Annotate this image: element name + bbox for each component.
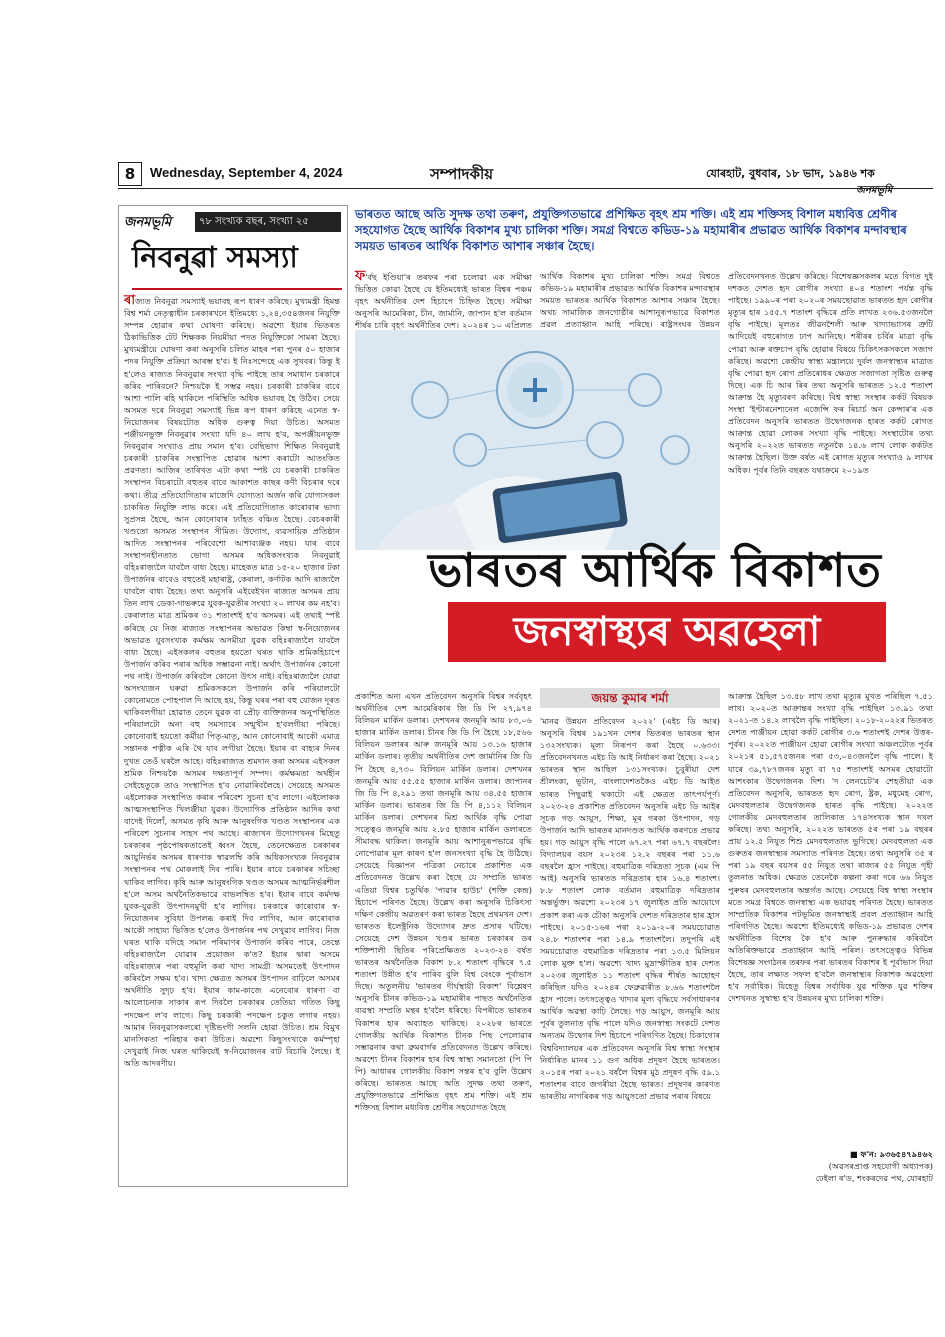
author-address: ঢেইলা ৰ'ড, শংকৰদেৱ পথ, যোৰহাট — [815, 1173, 933, 1183]
article-col3-bottom: আক্ৰান্ত হৈছিল ১৩.৫৮ লাখ তথা মৃত্যুৰ মুখত পৰিছিল ৭.৫১ লাখ। ২০২০ত আক্ৰান্তৰ সংখ্যা বৃদ্ধি পাইছিল ১৩.৯১ তথা ২০২১-ত ১৪.২ লাখলৈ বৃদ্ধি পাইছিল। ২০১৮-২০২২ৰ ভিতৰত দেশত পাঞ্জীয়ন হোৱা কৰ্কট ৰোগীৰ ৩.৬ শতাংশই দেশৰ উত্তৰ-পূৰ্বৰ। ২০২২ত পাঞ্জীয়ন হোৱা ৰোগীৰ সংখ্যা অঞ্চলটোত পূৰ্বৰ ২০২১ৰ ৫১,৫৭৫জনৰ পৰা ৫৩,০৪৩জনলৈ বৃদ্ধি পালে। ই যাৰে ৩৯,৭৮৭জনৰ মৃত্যু বা ৭৫ শতাংশই অসমৰ হোৱাটো আশংকাৰ উদ্বেগজনক দিশ। 'দ লেনচেট'ৰ শেহতীয়া এক প্ৰতিবেদন অনুসৰি, ভাৰতত হৃদ ৰোগ, ষ্ট্ৰক, মধুমেহ ৰোগ, মেদবহুলতাৰ উদ্বেগজনক হাৰত বৃদ্ধি পাইছে। ২০২২ত গোলকীয় মেদবহুলতাৰ তালিকাত ১৭৪সংখ্যক স্থান দখল কৰিছে। তথ্য অনুসৰি, ২০২২ত ভাৰতত ৫ৰ পৰা ১৯ বছৰৰ প্ৰায় ১২.৫ নিযুত শিশু মেদবহুলতাত ভুগিছে। মেদবহুলতা এক গুৰুতৰ জনস্বাস্থ্যৰ সমস্যাত পৰিণত হৈছে। তথ্য অনুসৰি ৩৫ ৰ পৰা ১৯ বছৰ বয়সৰ ৫৫ নিযুত তথা ৰাজ্যৰ ৫৫ নিযুত গৃহী তুলনাত অধিক। ক্ষেত্ৰত তেনেকৈ কল্পনা কৰা দৰে ৬৬ নিযুত পুৰুষৰ মেদবহুলতাৰ অন্তৰ্গত আছে। সেয়েহে বিশ্ব স্বাস্থ্য সংস্থাৰ মতে সমগ্ৰ বিশ্বতে জনস্বাস্থ্য এক ভয়াৱহ পৰিণত হৈছে। ভাৰতত সাম্প্ৰতিক বিকাশৰ পটভূমিত জনস্বাস্থ্যই প্ৰবল প্ৰত্যাহ্বান আহি পৰিগণিত হৈছে। অৱশ্যে ইতিমধ্যেই কভিড-১৯ প্ৰভাৱত দেশৰ অৰ্থনীতিক বিশেষ কৈ হ'ব আৰু পুনৰুদ্ধাৰ কৰিবলৈ অতিৰিক্তভাৱে প্ৰত্যাহ্বান আহি পৰিল। তৎসত্ত্বেও বিভিন্ন বিশেষজ্ঞ সংগঠনৰ তৰফৰ পৰা ভাৰতৰ বিকাশৰ ই পূৰ্বাভাস দিয়া হৈছে, তাৰ লক্ষ্যত সফল হ'বলৈ জনস্বাস্থ্যৰ বিকাশক অৱহেলা হ'ব সৰ্বাধিক। যিহেতু বিশ্বৰ সৰ্বাধিক যুৱ শক্তিক যুৱ শক্তিৰ দেশখনত সুস্বাস্থ্য হ'ব উন্নয়নৰ মুখ্য চালিকা শক্তি। — [728, 691, 933, 1004]
article-col1-top-text: 'ৰ্বছ ইণ্ডিয়া'ৰ তৰফৰ পৰা চলোৱা এক সমীক্ষা ভিত্তিত কোৱা হৈছে যে ইতিমধ্যেই ভাৰত বিশ্বৰ পঞ্চম বৃহৎ অৰ্থনীতিৰ দেশ হিচাপে চিহ্নিত হৈছে। সমীক্ষা অনুসৰি আমেৰিকা, চীন, জাৰ্মানি, জাপান হ'ল বৰ্তমান শীৰ্ষৰ চাৰি বৃহৎ অৰ্থনীতিৰ দেশ। ২০২৪ৰ ১০ এপ্ৰিলত — [355, 272, 532, 331]
article-col3 — [728, 270, 933, 476]
article-col3-top-text: প্ৰতিবেদনখনত উল্লেখ কৰিছে। বিশেষজ্ঞসকলৰ মতে বিগত দুই দশকত দেশত হৃদ ৰোগীৰ সংখ্যা ৪০৪ শতাংশ পৰ্যন্ত বৃদ্ধি পাইছে। ১৯৯০ৰ পৰা ২০২০ৰ সময়ছোৱাত ভাৰতত হৃদ ৰোগীৰ মৃত্যুৰ হাৰ ১৫৫.৭ শতাংশ বৃদ্ধিৰে প্ৰতি লাখত ২৩৬.৫৩জনলৈ বৃদ্ধি পাইছে। মূলতঃ জীৱনশৈলী আৰু খাদ্যাভ্যাসৰ ত্ৰুটি আদিয়েই বহুৰোগত ঢাপ আনিছে। শৰীৰৰ চৰ্বিৰ মাত্ৰা বৃদ্ধি পোৱা আৰু ৰক্তচাপ বৃদ্ধি হোৱাৰ বিষয়ে চিকিৎসকসকলে সজাগ কৰিছে। অৱশ্যে কেন্দ্ৰীয় স্বাস্থ্য মন্ত্ৰালয়ে দুৰ্বল জনস্বাস্থ্যৰ মাত্ৰাত বৃদ্ধি পোৱা হৃদ ৰোগ প্ৰতিৰোধৰ ক্ষেত্ৰত সজাগতা সৃষ্টিত গুৰুত্ব দিছে। এক চি আৰ ৰিৰ তথ্য অনুসৰি ভাৰতত ১২.৫ শতাংশ আক্ৰান্ত হৈ মৃত্যুবৰণ কৰিছে। বিশ্ব স্বাস্থ্য সংস্থাৰ কৰ্কট বিষয়ক সংস্থা 'ইণ্টাৰনেশ্যনেল এজেন্সি ফৰ ৰিচাৰ্চ অন কেন্সাৰ'ৰ এক প্ৰতিবেদন অনুসৰি ভাৰতত উদ্বেগজনক হাৰত কৰ্কট ৰোগত আক্ৰান্ত হোৱা লোকৰ সংখ্যা বৃদ্ধি পাইছে। সংস্থাটোৰ তথ্য অনুসৰি ২০২২ত ভাৰতত নতুনকৈ ১৪.৬ লাখ লোক কৰ্কটত আক্ৰান্ত হৈছিল। উক্ত বৰ্ষত এই ৰোগত মৃত্যুৰ সংখ্যাও ৯ লাখৰ অধিক। পূৰ্বৰ তিনি বছৰত যথাক্ৰমে ২০১৯ত — [728, 271, 933, 475]
headline-line1: ভাৰতৰ আৰ্থিক বিকাশত — [428, 543, 882, 597]
section-title: সম্পাদকীয় — [430, 165, 494, 183]
article-col2-top: আৰ্থিক বিকাশৰ মুখ্য চালিকা শক্তি। সমগ্ৰ বিশ্বতে কভিড-১৯ মহামাৰীৰ প্ৰভাৱত আৰ্থিক বিকাশৰ মন্দাবস্থাৰ সময়ত ভাৰতৰ আৰ্থিক বিকাশত আশাৰ সঞ্চাৰ হৈছে। অথচ সামাজিক জনগোষ্ঠীৰ আশানুৰূপভাৱে বিকাশত প্ৰৱল প্ৰত্যাহ্বান আহি পৰিছে। ৰাষ্ট্ৰসংঘৰ উন্নয়ন — [540, 271, 720, 330]
masthead-volume: ৭৮ সংখ্যক বছৰ, সংখ্যা ২৫ — [195, 212, 341, 232]
article-lead: ভাৰতত আছে অতি সুদক্ষ তথা তৰুণ, প্ৰযুক্তিগতভাৱে প্ৰশিক্ষিত বৃহৎ শ্ৰম শক্তি। এই শ্ৰম শক্তিসহ বিশাল মধ্যবিত্ত শ্ৰেণীৰ সহযোগত হৈছে আৰ্থিক বিকাশৰ মুখ্য চালিকা শক্তি। সমগ্ৰ বিশ্বতে কভিড-১৯ মহামাৰীৰ প্ৰভাৱত আৰ্থিক বিকাশৰ মন্দাবস্থাৰ সময়ত ভাৰতৰ আৰ্থিক বিকাশত আশাৰ সঞ্চাৰ হৈছে। — [355, 207, 907, 253]
editorial-dropcap: ৰা — [124, 293, 136, 308]
byline: জয়ন্ত কুমাৰ শৰ্মা — [591, 691, 669, 705]
editorial-text: জ্যত নিবনুৱা সমস্যাই ভয়াবহ ৰূপ ধাৰণ কৰিছে। মুখ্যমন্ত্ৰী হিমন্ত বিশ্ব শৰ্মা নেতৃত্বাধীন চৰকাৰখনে ইতিমধ্যে ১,২৪,৩৫৪জনৰ নিযুক্তি সম্পন্ন হোৱাৰ কথা ঘোষণা কৰিছে। অৱশ্যে ইয়াৰ ভিতৰত ঠিকাভিত্তিক টেট শিক্ষকক নিয়মীয়া পদত নিযুক্তিকো সামৰা হৈছে। মুখ্যমন্ত্ৰীয়ে ঘোষণা কৰা অনুসৰি চলিত মাহৰ পৰা পুনৰ ৫০ হাজাৰ পদৰ নিযুক্তি প্ৰক্ৰিয়া আৰম্ভ হ'ব। ই নিঃসন্দেহে এক সুখবৰ। কিন্তু ই হ'লেও ৰাজ্যত নিবনুৱাৰ সংখ্যা বৃদ্ধি পাইছে তাৰ সমাধান চৰকাৰে কৰিব পাৰিবনে? নিশ্চয়কৈ ই সম্ভৱ নহয়। চৰকাৰী চাকৰিৰ বাবে আশা পালি ৰহি থাকিলে পৰিস্থিতি অধিক ভয়াবহ হৈ উঠিব। সেয়ে অসমত দৰে নিবনুৱা সমস্যাই ভিন্ন ৰূপ ধাৰণ কৰিছে এনেত স্ব-নিয়োজনৰ বিষয়টোত অধিক গুৰুত্ব দিয়া উচিত। অসমত পঞ্জীয়নভুক্ত নিবনুৱাৰ সংখ্যা যদি ৪০ লাখ হ'ব, অপঞ্জীয়নভুক্ত নিবনুৱাৰ সংখ্যাও প্ৰায় সমান হ'ব। বেছিভাগ শিক্ষিত নিবনুৱাই চৰকাৰী চাকৰিৰ সংস্থাপিত হোৱাৰ আশা কৰাটো আতংকিত প্ৰৱণতা। আজিৰ তাৰিখত এটা কথা স্পষ্ট যে চৰকাৰী চাকৰিত সংস্থাপন বিচৰাটো বহুতৰ বাবে আকাশত কাছৰ কণী বিচৰাৰ দৰে কথা। তীব্ৰ প্ৰতিযোগিতাৰ মাজেদি যোগ্যতা অৰ্জন কৰি যোগ্যসকল চাকৰিত নিযুক্তি লাভ কৰে। এই প্ৰতিযোগিতাত কাৰোবাৰ ভাগ্য সুপ্ৰসন্ন হৈছে, আন কোনোবাৰ ঢ্যাঁহত বঞ্চিত হৈছে। বেচৰকাৰী খণ্ডতো অসমত সংস্থাপন সীমিত। উদ্যোগ, ব্যৱসায়িক প্ৰতিষ্ঠান আদিত সংস্থাপনৰ পৰিবেশো আশাব্যঞ্জক নহয়। যাৰ বাবে সংস্থাপনহীনতাত ভোগা অসমৰ অধিকসংখ্যক নিবনুৱাই বহিঃৰাজ্যলৈ যাবলৈ বাধ্য হৈছে। মাহেকত মাত্ৰ ১৫-২০ হাজাৰ টকা উপাৰ্জনৰ বাবেও বহুতেই মহাৰাষ্ট্ৰ, কেৰালা, কৰ্ণাটক আদি ৰাজ্যলৈ যাবলৈ বাধ্য হৈছে। তথ্য অনুসৰি এইবেইখন ৰাজ্যত অসমৰ প্ৰায় তিন লাখ ডেকা-গাভৰুৱে যুবক-যুৱতীৰ সংখ্যা ২০ লাখৰ কম নহ'ব। কেৰালাত মাত্ৰ শ্ৰমিকৰ ৩১ শতাংশই হ'ব অসমৰ। এই তথ্যই স্পষ্ট কৰিছে যে নিজ ৰাজ্যত সংস্থাপনৰ অভাৱত কিম্বা স্ব-নিয়োজনৰ অভাৱত যুবসংখ্যক কৰ্মক্ষম অসমীয়া যুৱক বহিঃৰাজ্যলৈ যাবলৈ বাধ্য হৈছে। এইসকলৰ বহুতৰ হয়তো ঘৰত থাকি শ্ৰমিকহিচাপে উপাৰ্জন কৰিব পৰাৰ অধিক সম্ভাৱনা নাই। অৰ্থাৎ উপাৰ্জনৰ কোনো পথ নাই। উপাৰ্জন কৰিবলৈ কোনো উৎস নাই। বহিঃৰাজ্যলৈ যোৱা অসংখ্যজন ঘৰুৱা শ্ৰমিকসকলে উপাৰ্জন কৰি পৰিয়ালটো কোনোমতে পোহপাল দি আছে হয়, কিন্তু ঘৰৰ পৰা বহু যোজন দূৰত থাকিবলগীয়া হোৱাত তেনে যুৱক বা প্ৰৌঢ় ব্যক্তিজনৰ অনুপস্থিতিত পৰিয়ালটো অনা বহু সমস্যাৰে সন্মুখীন হ'বলগীয়া পৰিছে। কোনোবাই হয়তো কৰ্মীয়া পিতৃ-মাতৃ, আন কোনোবাই আকৌ এমাত্ৰ সন্তানক পত্নীক এৰি থৈ যাব লগীয়া হৈছে। ইয়াৰ বা বাহ্যৰ দিনৰ দুখত তেওঁ ঘৰলৈ আহে। বহিঃৰাজ্যত শ্ৰমদান কৰা অসমৰ এইসকল শ্ৰমিক নিশ্চয়কৈ অসমৰ দক্ষতাপূৰ্ণ সম্পদ। কৰ্মক্ষমতা অৰ্থহীন সেইহেতুকে তাও সংস্থাপিত হ'ব নোৱাৰিবলৈহে। সেয়েহে অসমত এইলোকক সংস্থাপিত কৰাৰ পৰিবেশ সুচনা হ'ব লাগে। এইলোকক আত্মসংস্থাপিত খিলঞ্জীয়া যুৱক। উদ্যোগিক প্ৰতিষ্ঠান আদিৰ কথা বাদেই দিলোঁ, অসমত কৃষি আৰু আনুষংগিক খণ্ডত সংস্থাপনৰ এক পৰিবেশ সুচনাৰ সাহস পথ আছে। ৰাজ্যখন উদ্যোগখনৰ মিহেতু চৰকাৰৰ পৃষ্ঠপোষকতাতেই ধ্বংস হৈছে, তেনেক্ষেত্ৰত চৰকাৰৰ আয়ুনিৰ্ভৰ অসমৰ ধাৰণাক স্বাৱলম্বি কৰি অধিকসংখ্যক নিবনুৱাৰ সংস্থাপনৰ পথ মোকলাই দিব পাৰি। ইয়াৰ বাবে চৰকাৰৰ সচিচ্ছা থাকিব লাগিব। কৃষি আৰু আনুষংগিক খণ্ডত অসমৰ আত্মনিৰ্ভৰশীল হ'লে অসম অৰ্থনৈতিকভাৱে বাভলম্বিত হ'ব। ইয়াৰ বাবে কৰ্মদক্ষ যুবক-যুৱতী উৎপাদনমুখী হ'ব লাগিব। চৰকাৰে কাৰোবাৰ স্ব-নিয়োজনৰ সুবিধা উপলব্ধ কৰাই দিব লাগিব, আন কাৰোবাক আকৌ সাহায্য ভিত্তিত হ'লেও উপাৰ্জনৰ পথ দেখুৱাব লাগিব। নিজ ঘৰত থাকি যদিহে সমান পৰিমাণৰ উপাৰ্জন কৰিব পাৰে, তেন্তে বহিঃৰাজ্যলৈ যোৱাৰ প্ৰয়োজন ক'ত? ইয়াৰ দ্বাৰা অসমে বহিঃৰাজ্যৰ পৰা বহুমূলি কৰা খাদ্য সামগ্ৰী অসমতেই উৎপাদন কৰিবলৈ সক্ষম হ'ব। খাদ্য ক্ষেত্ৰত অসমৰ উৎপাদন বাঢ়িলে অসমৰ অৰ্থনীতি সুদৃঢ় হ'ব। ইয়াৰ কাম-কাজে এনেবোৰ ধাৰণা বা আলোচনাক সাকাৰ ৰূপ দিবলৈ চৰকাৰৰ তেতিয়া গতিত কিছু পদক্ষেপ ল'ব লাগে। কিছু চৰকাৰী পদক্ষেপ চকুত লগাৰ নহয়। আমাৰ নিবনুৱাসকলৰো দৃষ্টিভংগী সলনি হোৱা উচিত। শ্ৰম বিমুখ মানসিকতা পৰিহাৰ কৰা উচিত। অৱশ্যে কিছুসংখ্যকে কৰ্মস্পৃহা দেখুৱাই নিজ ঘৰত থাকিয়েই স্ব-নিয়োজনৰ বাট বিচাৰি লৈছে। ই অতি আদৰণীয়। — [124, 296, 340, 1068]
author-title: (অৱসৰপ্ৰাপ্ত সহযোগী অধ্যাপক) — [828, 1161, 933, 1171]
header-date: Wednesday, September 4, 2024 — [150, 165, 343, 180]
editorial-title: নিবনুৱা সমস্যা — [132, 235, 342, 290]
editorial-body — [124, 295, 340, 1069]
article-col1-bottom: প্ৰকাশিত অন্য এখন প্ৰতিবেদন অনুসৰি বিশ্বৰ সৰ্ববৃহৎ অৰ্থনীতিৰ দেশ আমেৰিকাৰ জি ডি পি ২৭,৯৭৪ বিলিয়ন মাৰ্কিন ডলাৰ। দেশখনৰ জনমূৰি আয় ৮৩,০৬ হাজাৰ মাৰ্কিন ডলাৰ। চীনৰ জি ডি পি হৈছে ১৮,৫৬৬ বিলিয়ন ডলাৰৰ আৰু জনমূৰি আয় ১৩.১৬ হাজাৰ মাৰ্কিন ডলাৰ। তৃতীয় অৰ্থনীতিৰ দেশ জাৰ্মানিৰ জি ডি পি হৈছে ৪,৭৩০ বিলিয়ন মাৰ্কিন ডলাৰ। দেশখনৰ জনমূৰি আয় ৫৫.৫৫ হাজাৰ মাৰ্কিন ডলাৰ। জাপানৰ জি ডি পি ৪,২৯১ তথা জনমূৰি আয় ৩৪.৫৫ হাজাৰ মাৰ্কিন ডলাৰ। ভাৰতৰ জি ডি পি ৪,১১২ বিলিয়ন মাৰ্কিন ডলাৰ। দেশখনৰ মিশ্ৰ আৰ্থিক বৃদ্ধি পোৱা সত্ত্বেও জনমূৰি আয় ২.৮৫ হাজাৰ মাৰ্কিন ডলাৰতে সীমাবদ্ধ থাকিল। জনমূৰি আয় আশানুৰূপভাৱে বৃদ্ধি নোপোৱাৰ মূল কাৰণ হ'ল জনসংখ্যা বৃদ্ধি হৈ উঠিছে। সেয়েহে বিজ্ঞাপন পত্ৰিকা নেচাৰে প্ৰকাশিত এক প্ৰতিবেদনত উল্লেখ কৰা হৈছে যে সম্প্ৰতি ভাৰত এতিয়া বিশ্বৰ চতুৰ্থিক 'পাৱাৰ হাউচ' (শক্তি কেন্দ্ৰ) হিচাপে পৰিণত হৈছে। উল্লেখ কৰা অনুসৰি চিকিৎসা দক্ষিণ কেন্দ্ৰীয় অৱতৰণ কৰা ভাৰত হৈছে প্ৰথমখন দেশ। ভাৰতত ইলেক্ট্ৰনিক উদ্যোগৰ দ্ৰুত প্ৰসাৰ ঘটিছে। সেয়েহে দেশ উন্নয়ন খণ্ডৰ ভাৰত চৰকাৰৰ ডৰ শক্তিশালী ছিতিৰ পৰিপ্ৰেক্ষিতত ২০২৩-২৪ বৰ্ষত ভাৰতৰ অৰ্থনৈতিক বিকাশ ৮.২ শতাংশ বৃদ্ধিৰে ৭.৫ শতাংশ উন্নীত হ'ব পাৰিব বুলি বিশ্ব বেংকে পূৰ্বাভাস দিছে। অতুলনীয় 'ভাৰতৰ দীৰ্ঘস্থায়ী বিকাশ' বিশ্লেষণ অনুসৰি চীনৰ কভিড-১৯ মহামাৰীৰ পাছত অৰ্থনৈতিক ব্যৱস্থা সম্প্ৰতি মন্থৰ হ'বলৈ ধৰিছে। বিপৰীতে ভাৰতৰ বিকাশৰ হাৰ অব্যাহত থাকিছে। ২০২৮ৰ ভাৰতে গোলকীয় আৰ্থিক বিকাশত চীনক পিছ পেলোৱাৰ সম্ভাৱনাৰ কথা ব্ৰুমবাৰ্গৰ প্ৰতিবেদনত উল্লেখ কৰিছে। অৱশ্যে চীনৰ বিকাশৰ হাৰ বিশ্ব স্বাস্থ্য সমানতো (পি পি পি) আধাৰৰ গোলকীয় বিকাশ সন্তৰ হ'ব বুলি উল্লেখ কৰিছে। ভাৰতত আছে অতি সুদক্ষ তথা তৰুণ, প্ৰযুক্তিগতভাৱে প্ৰশিক্ষিত বৃহৎ শ্ৰম শক্তি। এই শ্ৰম শক্তিসহ বিশাল মধ্যবিত্ত শ্ৰেণীৰ সহযোগত হৈছে — [355, 691, 532, 1113]
article-col2-bottom: 'মানৱ উন্নয়ন প্ৰতিবেদন ২০২২' (এইচ ডি আৰ) অনুসৰি বিশ্বৰ ১৯১খন দেশৰ ভিতৰত ভাৰতৰ স্থান ১৩২সংখ্যক। মূল্য নিৰূপণ কৰা হৈছে ০.৬৩৩। প্ৰতিবেদনখনত এইচ ডি আই নিৰ্ধাৰণ কৰা হৈছে। ২০২১ ভাৰতৰ স্থান আছিল ১৩১সংখ্যক। চুবুৰীয়া দেশ শ্ৰীলংকা, ভূটান, বাংলাদেশতকৈও এইচ ডি আইত ভাৰত পিছুৱাই থকাটো এই ক্ষেত্ৰত তাৎপৰ্যপূৰ্ণ। ২০২৩-২৪ প্ৰকাশিত প্ৰতিবেদন অনুসৰি এইচ ডি আইৰ সূচক গড় আয়ুস, শিক্ষা, মূৰ গৰকা উৎপাদন, গড় উপাৰ্জন আদি ভাৰতৰ মানদণ্ডত আৰ্থিক কৰণতে প্ৰভাৱ হয়। গড় আয়ুস বৃদ্ধি পালে ৬৭.২৭ পৰা ৬৭.৭ বছৰলৈ। বিদ্যালয়ৰ বয়স ২০২৩ৰ ১২.২ বছৰৰ পৰা ১১.৬ বছৰলৈ হ্ৰাস পাইছে। বহুমাত্ৰিক দৰিদ্ৰতা সূচক (এম পি আই) অনুসৰি ভাৰতত দৰিদ্ৰতাৰ হাৰ ১৬.৪ শতাংশ। ৮.৮ শতাংশ লোক বৰ্তমান বহুমাত্ৰিক দৰিদ্ৰতাৰ অন্তৰ্ভুক্ত। অৱশ্যে ২০২৩ৰ ১৭ জুলাইত প্ৰতি আয়োগে প্ৰকাশ কৰা এক চৌকা অনুসৰি দেশত দৰিদ্ৰতাৰ হাৰ হ্ৰাস পাইছে। ২০১৫-১৬ৰ পৰা ২০১৯-২০ৰ সময়চোৱাত ২৪.৮ শতাংশৰ পৰা ১৪.৯ শতাংশলৈ। তদুপৰি এই সময়চোৱাত বহুমাত্ৰিক দৰিদ্ৰতাৰ পৰা ১৩.৫ মিলিয়ন লোক মুক্ত হ'ল। অৱশ্যে খাদ্য মুদ্ৰাস্ফীতিৰ হাৰ দেশত ২০২৩ৰ জুলাইত ১১ শতাংশ বৃদ্ধিৰ শীৰ্ষত আহোহণ কৰিছিল যদিও ২০২৪ৰ ফেব্ৰুৱাৰীত ৮.৬৬ শতাংশলৈ হ্ৰাস পালে। তৎসত্ত্বেও খাদ্যৰ মূল্য বৃদ্ধিয়ে সৰ্বসাধাৰণৰ আৰ্থিক অৱস্থা কাঢ়ি লৈছে। গড় আয়ুস, জনমূৰি আয় পূৰ্বৰ তুলনাত বৃদ্ধি পালে যদিও জনস্বাস্থ্য সংকটে দেশত অন্যতম উদ্বেগৰ দিশ হিচাপে পৰিগণিত হৈছে। চিকাগোৰ বিশ্ববিদ্যালয়ৰ এক প্ৰতিবেদন অনুসৰি বিশ্ব স্বাস্থ্য সংস্থাৰ নিৰ্ধাৰিত মানৰ ১১ গুণ অধিক প্ৰদূষণ হৈছে ভাৰতত। ২০১৫ৰ পৰা ২০২১ বৰ্ষলৈ বিশ্বৰ মুঠ প্ৰদূষণ বৃদ্ধি ৫৯.১ শতাংশৰ বাবে জগৰীয়া হৈছে ভাৰত। প্ৰদূষণৰ কাৰণত ভাৰতীয় নাগৰিকৰ গড় আয়ুসতো প্ৰভাৱ পৰাৰ বিষয়ে — [540, 716, 720, 1101]
page-number: 8 — [118, 162, 142, 186]
header-logo: জনমভূমি — [856, 185, 893, 196]
author-signature — [728, 1148, 933, 1184]
article-dropcap: ফ — [355, 268, 366, 284]
medical-tablet-image — [355, 330, 720, 550]
headline-line2: জনস্বাস্থ্যৰ অৱহেলা — [513, 609, 821, 655]
masthead-logo: জনমভূমি — [124, 215, 172, 230]
author-phone: ■ ফ'ন: ৯৩৬৫৪৭৯৪৬২ — [849, 1149, 933, 1159]
header-assamese-date: যোৰহাট, বুধবাৰ, ১৮ ভাদ, ১৯৪৬ শক — [706, 167, 875, 180]
